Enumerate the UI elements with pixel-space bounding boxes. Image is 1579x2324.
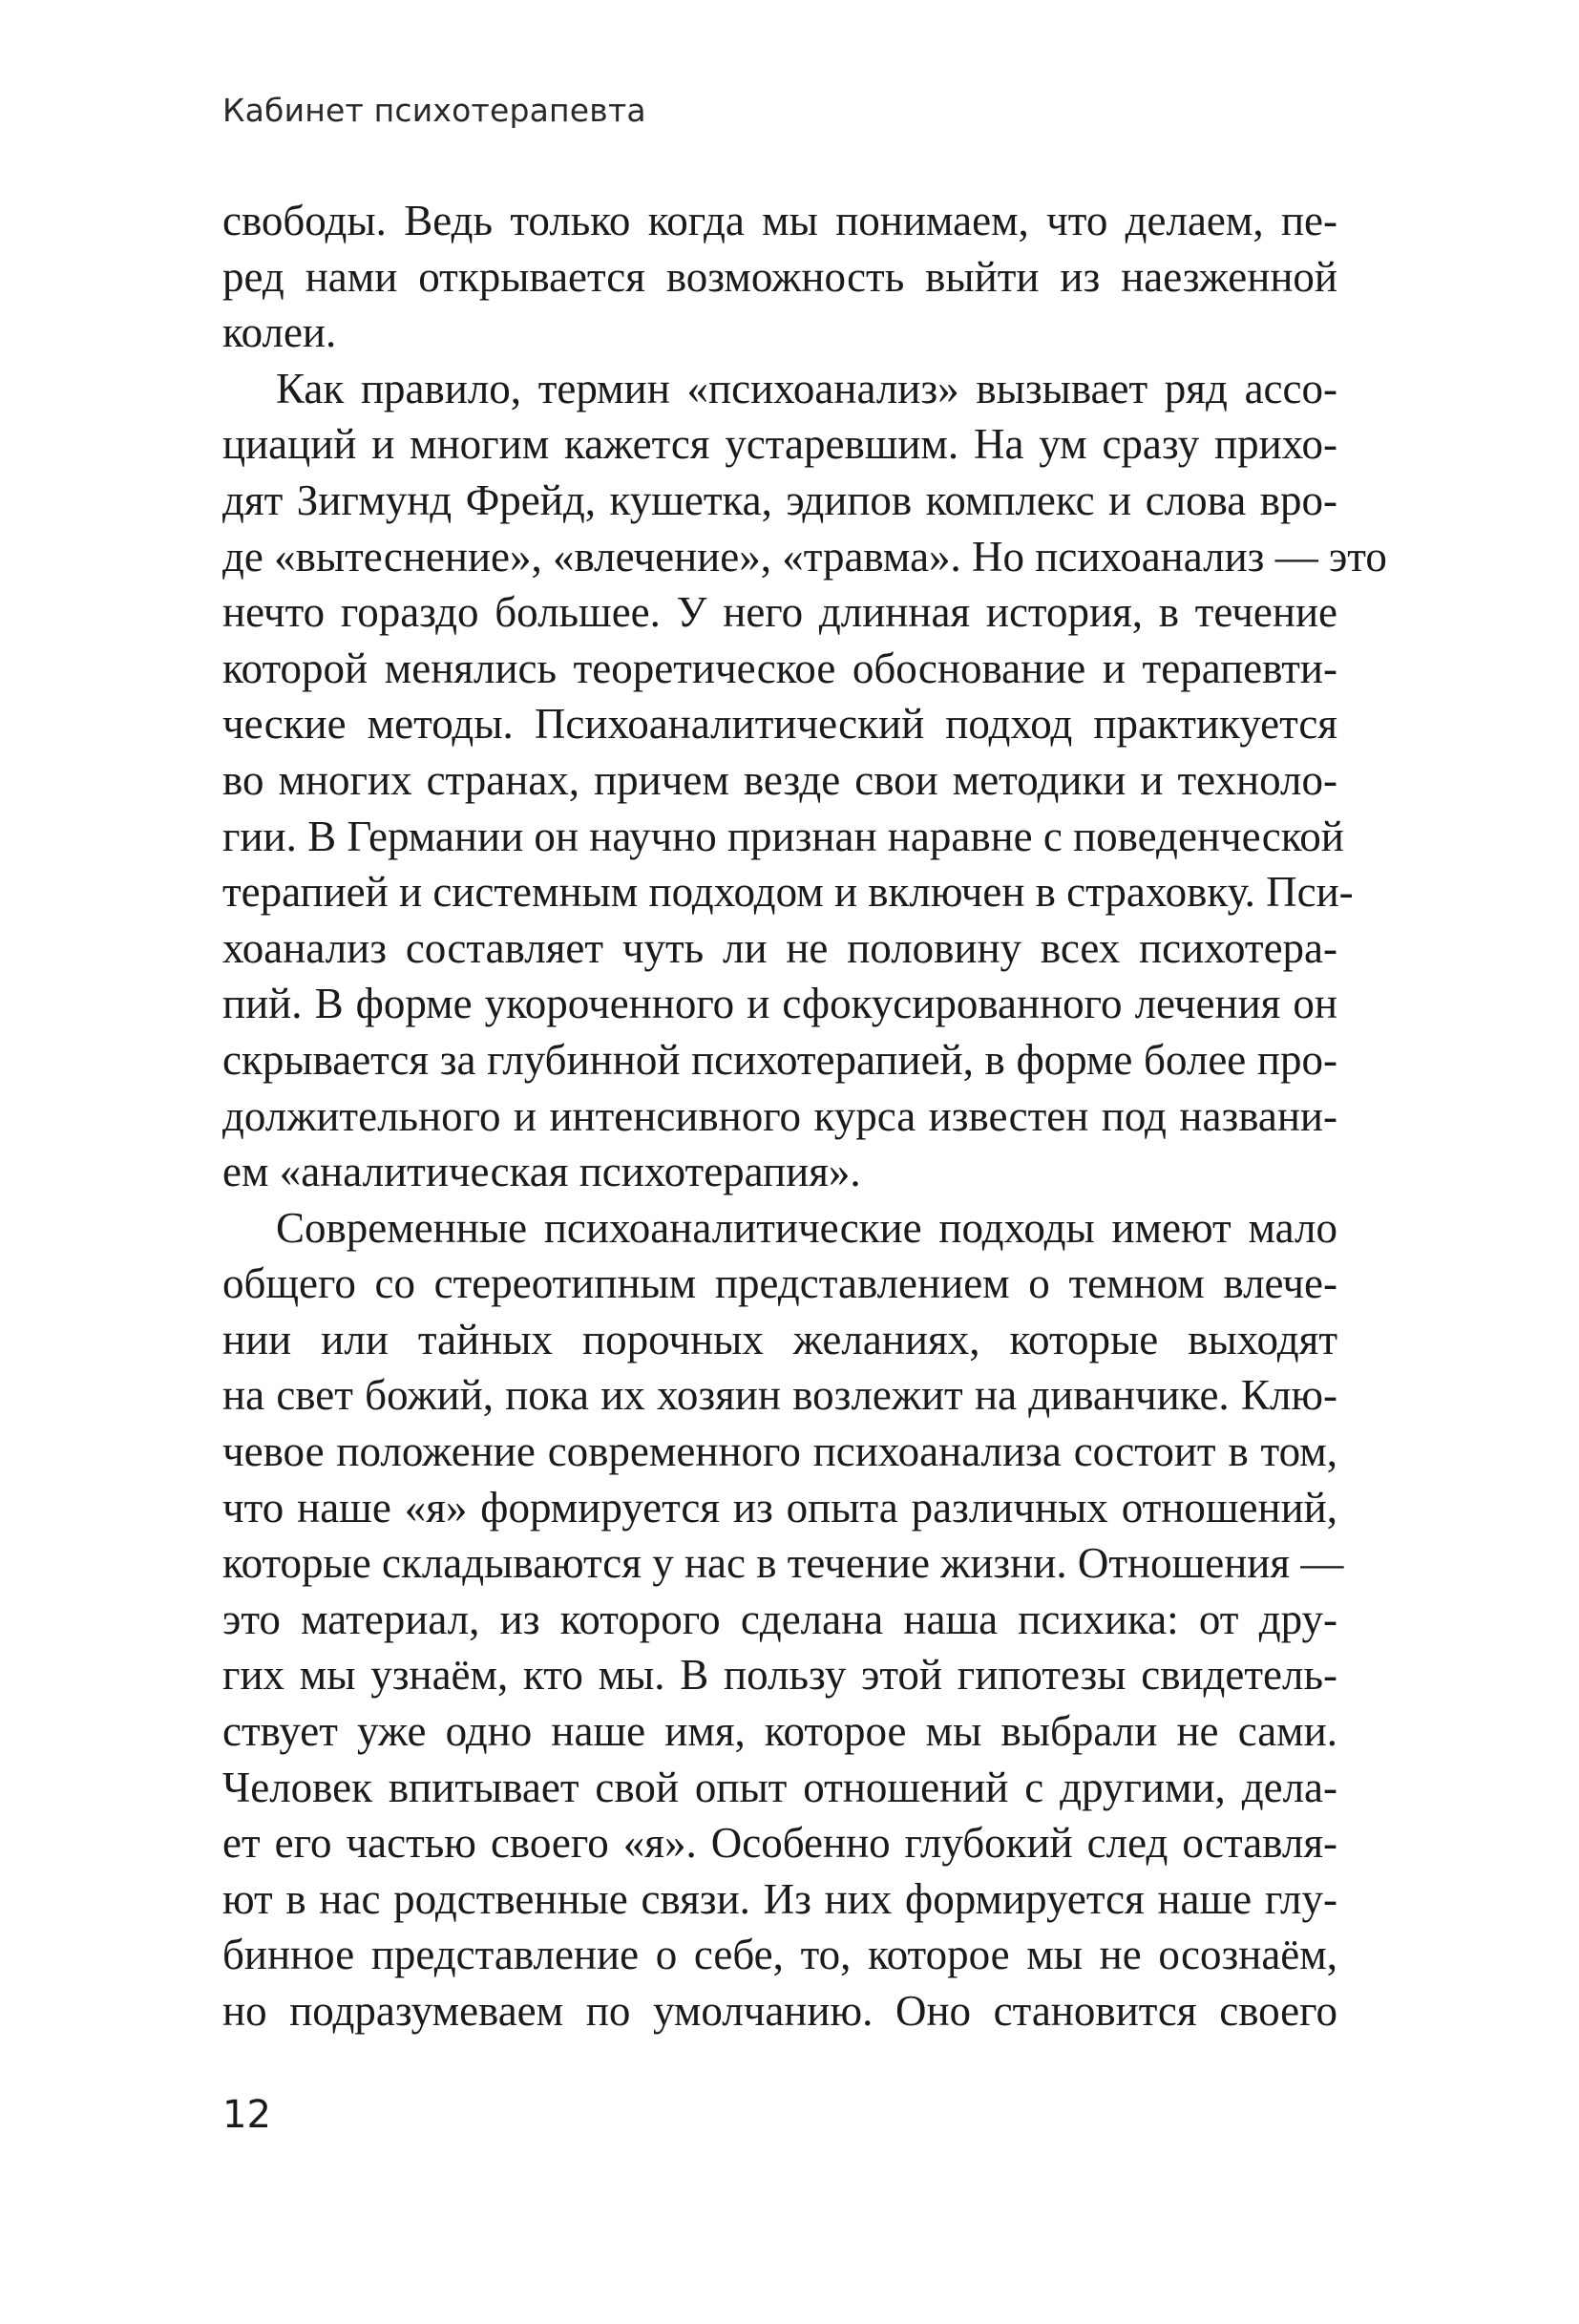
text-line: гии. В Германии он научно признан наравне с поведенческой xyxy=(222,812,1344,860)
text-line: ческие методы. Психоаналитический подход практикуется xyxy=(222,700,1337,749)
text-line: скрывается за глубинной психотерапией, в форме более про- xyxy=(222,1035,1337,1084)
text-line: пий. В форме укороченного и сфокусированного лечения он xyxy=(222,980,1337,1028)
body-text xyxy=(222,193,1387,2039)
text-line: во многих странах, причем везде свои методики и техноло- xyxy=(222,755,1337,804)
paragraph xyxy=(222,361,1387,1200)
text-line: ствует уже одно наше имя, которое мы выбрали не сами. xyxy=(222,1707,1337,1756)
paragraph xyxy=(222,193,1337,361)
paragraph xyxy=(222,1200,1344,2039)
text-line: чевое положение современного психоанализа состоит в том, xyxy=(222,1427,1337,1476)
text-line: де «вытеснение», «влечение», «травма». Но психоанализ — это xyxy=(222,532,1387,581)
text-line: что наше «я» формируется из опыта различных отношений, xyxy=(222,1483,1337,1532)
text-line: Человек впитывает свой опыт отношений с другими, дела- xyxy=(222,1763,1337,1811)
text-line: Как правило, термин «психоанализ» вызывает ряд ассо- xyxy=(276,364,1337,412)
text-line: общего со стереотипным представлением о темном влече- xyxy=(222,1259,1337,1308)
text-line: гих мы узнаём, кто мы. В пользу этой гипотезы свидетель- xyxy=(222,1651,1337,1700)
text-line: которой менялись теоретическое обоснование и терапевти- xyxy=(222,644,1337,692)
text-line: терапией и системным подходом и включен в страховку. Пси- xyxy=(222,868,1354,917)
text-line: нечто гораздо большее. У него длинная история, в течение xyxy=(222,588,1337,637)
text-line: ют в нас родственные связи. Из них формируется наше глу- xyxy=(222,1874,1337,1923)
text-line: это материал, из которого сделана наша психика: от дру- xyxy=(222,1595,1337,1643)
text-line: хоанализ составляет чуть ли не половину всех психотера- xyxy=(222,923,1337,972)
text-line: которые складываются у нас в течение жизни. Отношения — xyxy=(222,1539,1344,1588)
text-line: колеи. xyxy=(222,308,337,357)
text-line: должительного и интенсивного курса известен под названи- xyxy=(222,1091,1337,1140)
text-line: ред нами открывается возможность выйти из наезженной xyxy=(222,252,1337,301)
text-line: дят Зигмунд Фрейд, кушетка, эдипов комплекс и слова вро- xyxy=(222,475,1337,524)
running-head: Кабинет психотерапевта xyxy=(222,92,646,129)
text-line: ем «аналитическая психотерапия». xyxy=(222,1148,861,1196)
text-line: Современные психоаналитические подходы имеют мало xyxy=(276,1203,1337,1252)
text-line: на свет божий, пока их хозяин возлежит на диванчике. Клю- xyxy=(222,1371,1337,1420)
text-line: но подразумеваем по умолчанию. Оно становится своего xyxy=(222,1987,1337,2035)
text-line: нии или тайных порочных желаниях, которые выходят xyxy=(222,1315,1337,1363)
text-line: ет его частью своего «я». Особенно глубокий след оставля- xyxy=(222,1819,1337,1868)
text-line: бинное представление о себе, то, которое мы не осознаём, xyxy=(222,1931,1337,1979)
page-number: 12 xyxy=(222,2093,271,2137)
text-line: свободы. Ведь только когда мы понимаем, что делаем, пе- xyxy=(222,197,1337,244)
text-line: циаций и многим кажется устаревшим. На ум сразу прихо- xyxy=(222,420,1337,469)
